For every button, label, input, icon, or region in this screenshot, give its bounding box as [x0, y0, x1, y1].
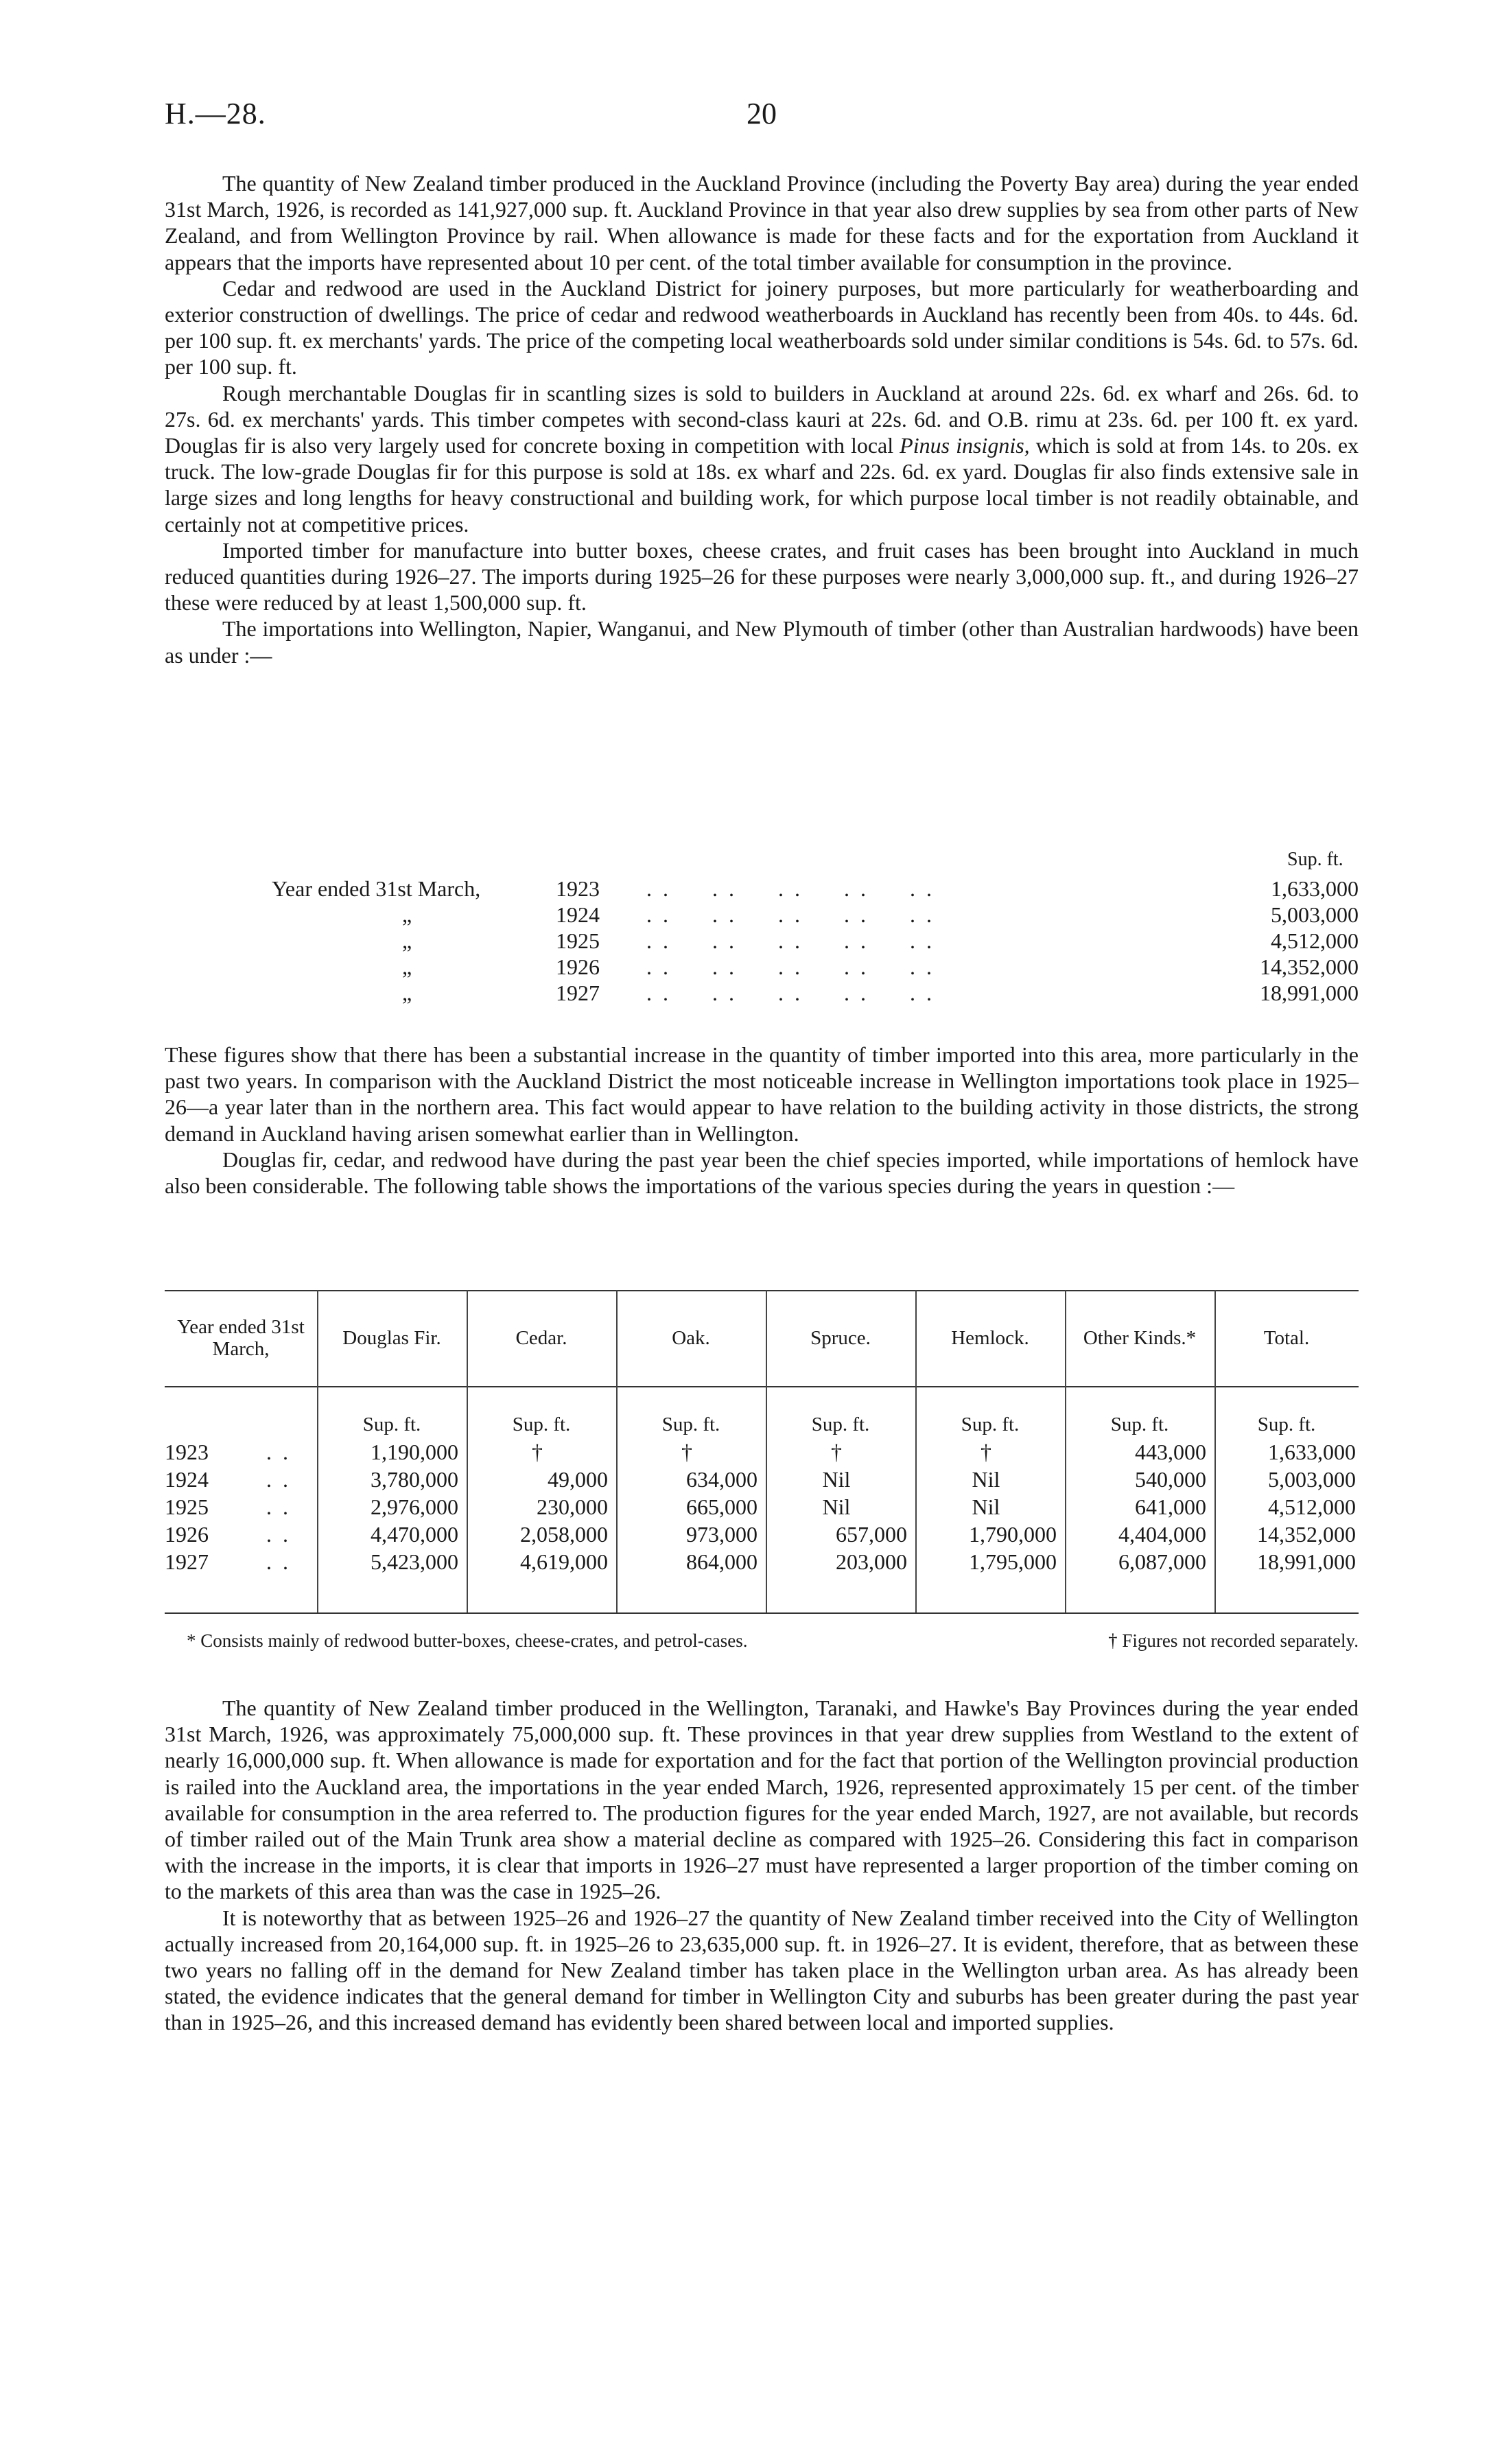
- cell-oak: †: [681, 1440, 692, 1464]
- header-spruce: Spruce.: [810, 1327, 871, 1349]
- cell-hemlock: Nil: [972, 1494, 1000, 1519]
- cell-cedar: †: [532, 1440, 543, 1464]
- unit-douglas-fir: Sup. ft.: [362, 1413, 421, 1435]
- cell-other-kinds: 6,087,000: [1118, 1549, 1206, 1574]
- page-number: 20: [747, 97, 777, 130]
- text-block-bottom: [165, 1695, 1359, 2036]
- table-header-rule: [165, 1386, 1359, 1387]
- imports-row-year: 1927: [556, 981, 600, 1005]
- table-row-year: 1927: [165, 1549, 209, 1574]
- cell-total: 14,352,000: [1257, 1522, 1356, 1547]
- imports-row: [165, 928, 1359, 954]
- header-oak: Oak.: [672, 1327, 710, 1349]
- cell-spruce: Nil: [822, 1494, 851, 1519]
- imports-row-value: 5,003,000: [1271, 902, 1359, 927]
- header-total: Total.: [1263, 1327, 1310, 1349]
- table-row-dots: . .: [266, 1467, 291, 1492]
- table-bottom-rule: [165, 1612, 1359, 1614]
- cell-douglas-fir: 2,976,000: [371, 1494, 458, 1519]
- header-douglas-fir: Douglas Fir.: [342, 1327, 441, 1349]
- douglas-text-after: which is sold at from 14s. to 20s. ex truck. The low-grade Douglas fir for this purpose is sold at 18s. ex wharf and 22s. 6d. ex yard. Douglas fir also finds extensive sale in large sizes and long lengths for heavy constructional and building work, for which purpose local timber is not readily obtainable, and certainly not at competitive prices.: [165, 433, 1359, 537]
- cell-oak: 634,000: [686, 1467, 758, 1492]
- douglas-text-before: Rough merchantable Douglas fir in scantling sizes is sold to builders in Auckland at around 22s. 6d. ex wharf and 26s. 6d. to 27s. 6d. ex merchants' yards. This timber competes with second-class kauri at 22s. 6d. and O.B. rimu at 23s. 6d. per 100 ft. ex yard. Douglas fir is also very largely used for concrete boxing in competition with local: [165, 380, 1359, 458]
- cell-spruce: †: [831, 1440, 842, 1464]
- header-cedar: Cedar.: [515, 1327, 567, 1349]
- cell-oak: 864,000: [686, 1549, 758, 1574]
- imports-row-year: 1923: [556, 876, 600, 901]
- text-block-middle: [165, 1042, 1359, 1199]
- imports-row-leaders: . . . . . . . . . .: [646, 981, 935, 1005]
- table-row-dots: . .: [266, 1522, 291, 1547]
- cell-douglas-fir: 3,780,000: [371, 1467, 458, 1492]
- cell-spruce: 657,000: [836, 1522, 907, 1547]
- header-other-kinds: Other Kinds.*: [1083, 1327, 1197, 1349]
- table-row-dots: . .: [266, 1440, 291, 1464]
- cell-douglas-fir: 1,190,000: [371, 1440, 458, 1464]
- paragraph-douglas-fir: [165, 380, 1359, 537]
- cell-douglas-fir: 5,423,000: [371, 1549, 458, 1574]
- imports-row-year: 1926: [556, 954, 600, 979]
- imports-row: [165, 902, 1359, 928]
- cell-douglas-fir: 4,470,000: [371, 1522, 458, 1547]
- cell-total: 1,633,000: [1268, 1440, 1356, 1464]
- cell-other-kinds: 641,000: [1135, 1494, 1206, 1519]
- cell-total: 5,003,000: [1268, 1467, 1356, 1492]
- cell-cedar: 49,000: [548, 1467, 608, 1492]
- document-code: H.—28.: [165, 97, 266, 130]
- cell-hemlock: 1,795,000: [969, 1549, 1057, 1574]
- cell-cedar: 4,619,000: [520, 1549, 608, 1574]
- paragraph-auckland-production: The quantity of New Zealand timber produced in the Auckland Province (including the Poverty Bay area) during the year ended 31st March, 1926, is recorded as 141,927,000 sup. ft. Auckland Province in that year also drew supplies by sea from other parts of New Zealand, and from Wellington Province by rail. When allowance is made for these facts and for the exportation from Auckland it appears that the imports have represented about 10 per cent. of the total timber available for consumption in the province.: [165, 171, 1359, 274]
- cell-spruce: 203,000: [836, 1549, 907, 1574]
- paragraph-species: Douglas fir, cedar, and redwood have during the past year been the chief species imported, while importations of hemlock have also been considerable. The following table shows the importations of the various species during the years in question :—: [165, 1147, 1359, 1199]
- table-row-year: 1926: [165, 1522, 209, 1547]
- unit-other-kinds: Sup. ft.: [1110, 1413, 1169, 1435]
- cell-total: 4,512,000: [1268, 1494, 1356, 1519]
- douglas-text-italic: Pinus insignis,: [900, 433, 1030, 458]
- unit-oak: Sup. ft.: [661, 1413, 720, 1435]
- paragraph-butter-boxes: Imported timber for manufacture into butter boxes, cheese crates, and fruit cases has been brought into Auckland in much reduced quantities during 1926–27. The imports during 1925–26 for these purposes were nearly 3,000,000 sup. ft., and during 1926–27 these were reduced by at least 1,500,000 sup. ft.: [165, 537, 1359, 615]
- cell-other-kinds: 4,404,000: [1118, 1522, 1206, 1547]
- table-row-year: 1925: [165, 1494, 209, 1519]
- footnote-not-recorded: † Figures not recorded separately.: [1108, 1630, 1359, 1651]
- imports-row-ditto: „: [402, 981, 412, 1005]
- unit-cedar: Sup. ft.: [512, 1413, 571, 1435]
- cell-hemlock: †: [981, 1440, 991, 1464]
- cell-cedar: 2,058,000: [520, 1522, 608, 1547]
- imports-row-leaders: . . . . . . . . . .: [646, 928, 935, 953]
- unit-spruce: Sup. ft.: [811, 1413, 870, 1435]
- species-table: [165, 1290, 1359, 1619]
- imports-summary: [165, 835, 1359, 1020]
- imports-row: [165, 981, 1359, 1007]
- cell-spruce: Nil: [822, 1467, 851, 1492]
- paragraph-wellington-production: The quantity of New Zealand timber produced in the Wellington, Taranaki, and Hawke's Bay Provinces during the year ended 31st March, 1926, was approximately 75,000,000 sup. ft. These provinces in that year drew supplies from Westland to the extent of nearly 16,000,000 sup. ft. When allowance is made for exportation and for the fact that portion of the Wellington provincial production is railed into the Auckland area, the importations in the year ended March, 1926, represented approximately 15 per cent. of the timber available for consumption in the area referred to. The production figures for the year ended March, 1927, are not available, but records of timber railed out of the Main Trunk area show a material decline as compared with 1925–26. Considering this fact in comparison with the increase in the imports, it is clear that imports in 1926–27 must have represented a larger proportion of the timber coming on to the markets of this area than was the case in 1925–26.: [165, 1696, 1359, 1904]
- cell-hemlock: Nil: [972, 1467, 1000, 1492]
- imports-row: [165, 876, 1359, 902]
- header-hemlock: Hemlock.: [951, 1327, 1029, 1349]
- imports-row-ditto: „: [402, 902, 412, 927]
- unit-hemlock: Sup. ft.: [961, 1413, 1020, 1435]
- footnote-other-kinds: * Consists mainly of redwood butter-boxes, cheese-crates, and petrol-cases.: [187, 1630, 748, 1651]
- cell-other-kinds: 443,000: [1135, 1440, 1206, 1464]
- page-header: [0, 96, 1491, 137]
- cell-hemlock: 1,790,000: [969, 1522, 1057, 1547]
- cell-oak: 665,000: [686, 1494, 758, 1519]
- table-row-year: 1924: [165, 1467, 209, 1492]
- table-row-dots: . .: [266, 1494, 291, 1519]
- imports-row-leaders: . . . . . . . . . .: [646, 954, 935, 979]
- imports-row-leaders: . . . . . . . . . .: [646, 876, 935, 901]
- table-footnotes: [165, 1630, 1359, 1658]
- cell-cedar: 230,000: [537, 1494, 608, 1519]
- paragraph-importations-intro: The importations into Wellington, Napier, Wanganui, and New Plymouth of timber (other than Australian hardwoods) have been as under :—: [165, 616, 1359, 668]
- imports-row-ditto: „: [402, 954, 412, 979]
- header-year-ended: Year ended 31st March,: [177, 1316, 305, 1360]
- imports-row-value: 14,352,000: [1260, 954, 1359, 979]
- paragraph-wellington-city: It is noteworthy that as between 1925–26 and 1926–27 the quantity of New Zealand timber received into the City of Wellington actually increased from 20,164,000 sup. ft. in 1925–26 to 23,635,000 sup. ft. in 1926–27. It is evident, therefore, that as between these two years no falling off in the demand for New Zealand timber has taken place in the Wellington urban area. As has already been stated, the evidence indicates that the general demand for timber in Wellington City and suburbs has been greater during the past year than in 1925–26, and this increased demand has evidently been shared between local and imported supplies.: [165, 1905, 1359, 2035]
- imports-row: [165, 954, 1359, 981]
- table-row-year: 1923: [165, 1440, 209, 1464]
- table-row-dots: . .: [266, 1549, 291, 1574]
- paragraph-cedar-redwood: Cedar and redwood are used in the Auckland District for joinery purposes, but more particularly for weatherboarding and exterior construction of dwellings. The price of cedar and redwood weatherboards in Auckland has recently been from 40s. to 44s. 6d. per 100 sup. ft. ex merchants' yards. The price of the competing local weatherboards sold under similar conditions is 54s. 6d. to 57s. 6d. per 100 sup. ft.: [165, 275, 1359, 379]
- imports-row-leaders: . . . . . . . . . .: [646, 902, 935, 927]
- imports-row-ditto: „: [402, 928, 412, 953]
- imports-row-value: 1,633,000: [1271, 876, 1359, 901]
- imports-unit-label: Sup. ft.: [1287, 849, 1343, 870]
- imports-row-value: 4,512,000: [1271, 928, 1359, 953]
- imports-row-year: 1925: [556, 928, 600, 953]
- paragraph-figures-show: These figures show that there has been a substantial increase in the quantity of timber imported into this area, more particularly in the past two years. In comparison with the Auckland District the most noticeable increase in Wellington importations took place in 1925–26—a year later than in the northern area. This fact would appear to have relation to the building activity in those districts, the strong demand in Auckland having arisen somewhat earlier than in Wellington.: [165, 1042, 1359, 1146]
- cell-other-kinds: 540,000: [1135, 1467, 1206, 1492]
- text-block-top: [165, 170, 1359, 668]
- imports-row-value: 18,991,000: [1260, 981, 1359, 1005]
- cell-oak: 973,000: [686, 1522, 758, 1547]
- imports-row-year: 1924: [556, 902, 600, 927]
- imports-row-label: Year ended 31st March,: [272, 876, 481, 901]
- unit-total: Sup. ft.: [1257, 1413, 1316, 1435]
- cell-total: 18,991,000: [1257, 1549, 1356, 1574]
